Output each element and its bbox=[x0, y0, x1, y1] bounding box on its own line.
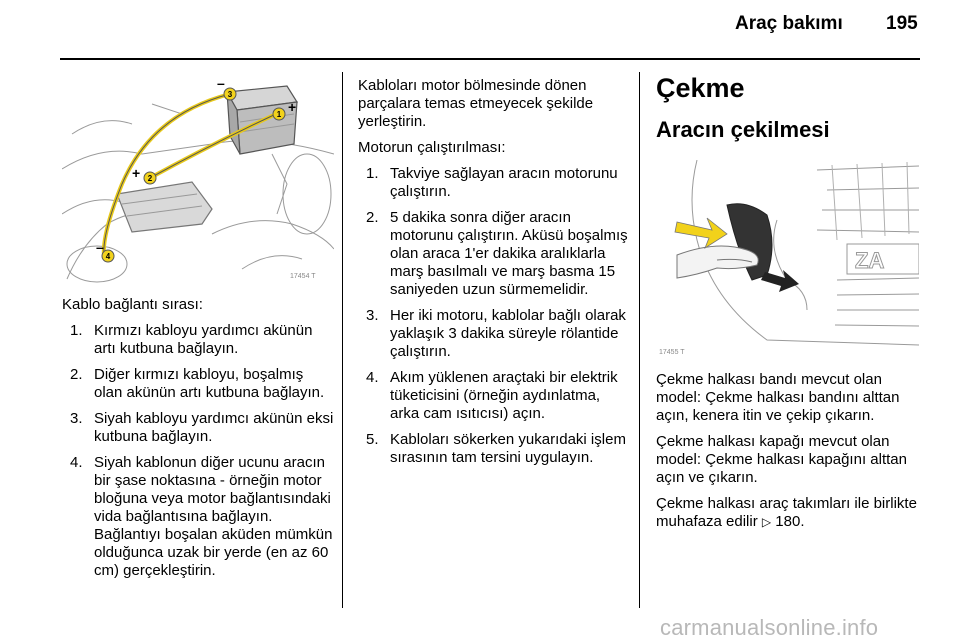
cable-connection-intro: Kablo bağlantı sırası: bbox=[62, 296, 203, 313]
section-heading-towing: Çekme bbox=[656, 73, 745, 103]
positive-sign-top: + bbox=[288, 99, 297, 115]
battery-figure-code: 17454 T bbox=[290, 273, 316, 280]
cable-routing-paragraph: Kabloları motor bölmesinde dönen parçalara temas etmeyecek şekilde yerleştirin. bbox=[358, 77, 594, 130]
column-1-text bbox=[62, 296, 334, 588]
positive-sign-engine: + bbox=[132, 165, 141, 181]
page-number: 195 bbox=[886, 13, 918, 34]
column-2-text bbox=[358, 77, 628, 475]
battery-marker-2: 2 bbox=[147, 174, 153, 183]
list-item: 3. Her iki motoru, kablolar bağlı olarak yaklaşık 3 dakika süreyle rölantide çalıştırın. bbox=[366, 307, 626, 360]
page-reference-icon: ▷ bbox=[761, 515, 772, 529]
battery-marker-1: 1 bbox=[276, 110, 282, 119]
column-3-text bbox=[656, 371, 922, 539]
license-plate-text: ZA bbox=[855, 248, 885, 273]
list-item: 2. Diğer kırmızı kabloyu, boşalmış olan akünün artı kutbuna bağlayın. bbox=[70, 366, 325, 401]
watermark: carmanualsonline.info bbox=[660, 615, 879, 640]
negative-sign-ground: – bbox=[96, 239, 104, 255]
column-divider-1 bbox=[342, 72, 343, 608]
engine-start-intro: Motorun çalıştırılması: bbox=[358, 139, 506, 156]
list-item: 3. Siyah kabloyu yardımcı akünün eksi kutbuna bağlayın. bbox=[70, 410, 334, 445]
list-item: 5. Kabloları sökerken yukarıdaki işlem sırasının tam tersini uygulayın. bbox=[366, 431, 626, 466]
battery-marker-3: 3 bbox=[227, 90, 233, 99]
page-reference-link[interactable]: 180. bbox=[775, 513, 805, 530]
list-item: 2. 5 dakika sonra diğer aracın motorunu çalıştırın. Aküsü boşalmış olan araca 1'er dakika aralıklarla marş basılmalı ve marş basma 15 saniyeden uzun sürmemelidir. bbox=[366, 209, 628, 298]
tow-cover-paragraph: Çekme halkası kapağı mevcut olan model: Çekme halkası kapağını alttan açın ve çıkarın. bbox=[656, 433, 907, 486]
list-item: 4. Siyah kablonun diğer ucunu aracın bir şase noktasına - örneğin motor bloğuna veya motor bağlantısındaki vida bağlantısına bağlayın. Bağlantıyı boşalan aküden mümkün olduğunca uzak bir yerde (en az 60 cm) gerçekleştirin. bbox=[70, 454, 333, 579]
header-rule bbox=[60, 58, 920, 60]
list-item: 1. Takviye sağlayan aracın motorunu çalıştırın. bbox=[366, 165, 618, 200]
battery-jumpstart-figure bbox=[62, 74, 334, 286]
engine-start-steps bbox=[358, 165, 628, 467]
subsection-heading-towing-vehicle: Aracın çekilmesi bbox=[656, 117, 830, 142]
battery-illustration bbox=[62, 74, 334, 286]
negative-sign-top: – bbox=[217, 75, 225, 91]
tow-figure-code: 17455 T bbox=[659, 349, 685, 356]
cable-connection-steps bbox=[62, 322, 334, 580]
battery-marker-4: 4 bbox=[105, 252, 111, 261]
page-header-title: Araç bakımı bbox=[735, 13, 843, 34]
tow-storage-paragraph: Çekme halkası araç takımları ile birlikte muhafaza edilir ▷ 180. bbox=[656, 495, 917, 530]
tow-band-paragraph: Çekme halkası bandı mevcut olan model: Çekme halkası bandını alttan açın, kenera itin ve çekip çıkarın. bbox=[656, 371, 900, 424]
column-divider-2 bbox=[639, 72, 640, 608]
list-item: 1. Kırmızı kabloyu yardımcı akünün artı kutbuna bağlayın. bbox=[70, 322, 313, 357]
tow-eye-figure bbox=[657, 160, 919, 358]
tow-eye-illustration bbox=[657, 160, 919, 358]
list-item: 4. Akım yüklenen araçtaki bir elektrik tüketicisini (örneğin aydınlatma, arka cam ısıtıcısı) açın. bbox=[366, 369, 618, 422]
